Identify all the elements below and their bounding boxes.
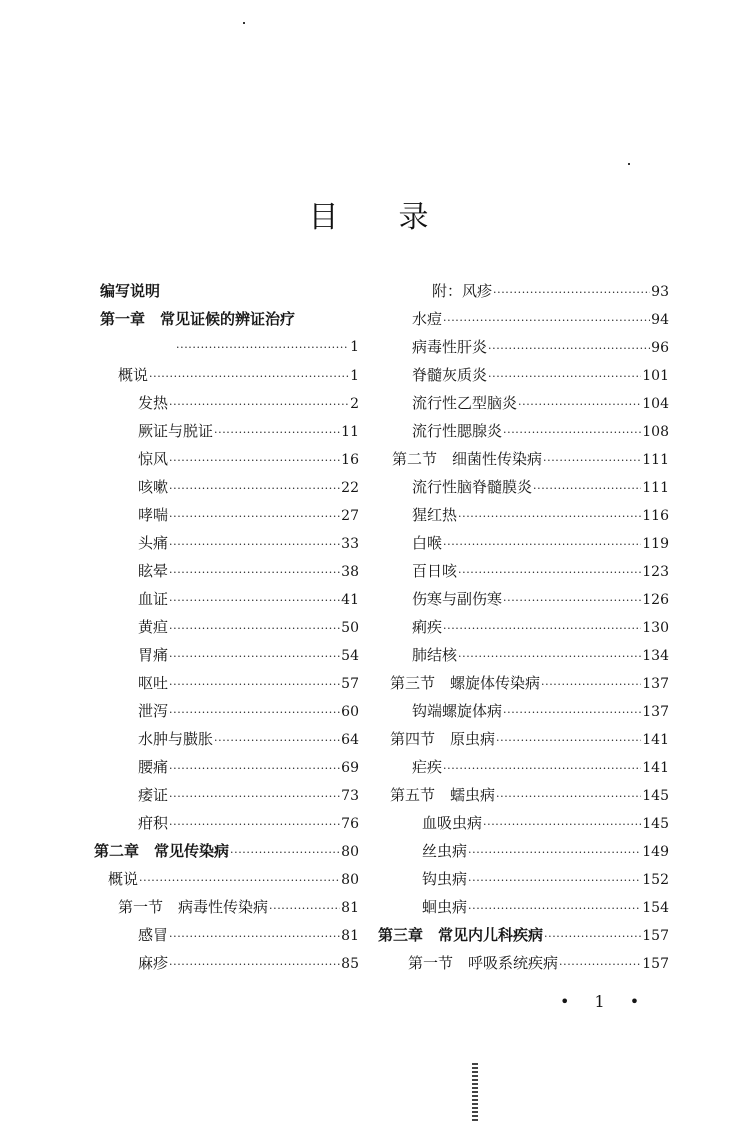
dot-leader — [169, 475, 340, 503]
toc-entry-label: 痢疾 — [412, 618, 443, 636]
toc-page-number: 157 — [642, 956, 669, 972]
toc-page-number: 145 — [642, 816, 669, 832]
dot-leader — [169, 447, 340, 475]
page-number-footer: • 1 • — [560, 992, 650, 1011]
dot-leader — [543, 447, 641, 475]
dot-leader — [468, 895, 641, 923]
toc-entry[interactable] — [100, 725, 359, 753]
toc-entry-label: 水肿与臌胀 — [138, 730, 214, 748]
dot-leader — [533, 475, 641, 503]
toc-entry-label: 腰痛 — [138, 758, 169, 776]
toc-entry[interactable] — [100, 529, 359, 557]
dot-leader — [443, 615, 641, 643]
dot-leader — [488, 363, 641, 391]
toc-page-number: 27 — [341, 508, 359, 524]
toc-entry-preface[interactable] — [100, 277, 359, 305]
dot-leader — [483, 811, 641, 839]
dot-leader — [169, 755, 340, 783]
dot-leader — [443, 755, 641, 783]
toc-entry-label: 钩端螺旋体病 — [412, 702, 503, 720]
toc-entry-label: 血吸虫病 — [422, 814, 483, 832]
dot-leader — [169, 587, 340, 615]
toc-page-number: 50 — [341, 620, 359, 636]
toc-entry-label: 概说 — [118, 366, 149, 384]
dot-leader — [169, 951, 340, 979]
toc-page-number: 11 — [341, 424, 359, 440]
dot-leader — [176, 334, 349, 362]
toc-entry-label: 第二章 常见传染病 — [94, 842, 230, 860]
toc-entry-appendix[interactable] — [390, 277, 669, 305]
toc-entry[interactable] — [100, 809, 359, 837]
toc-entry[interactable] — [100, 921, 359, 949]
scan-speck — [243, 22, 245, 24]
toc-entry-label: 头痛 — [138, 534, 169, 552]
toc-page-number: 85 — [341, 956, 359, 972]
toc-page-number: 64 — [341, 732, 359, 748]
toc-entry-label: 惊风 — [138, 450, 169, 468]
toc-entry-label: 脊髓灰质炎 — [412, 366, 488, 384]
toc-entry[interactable] — [100, 781, 359, 809]
toc-entry[interactable] — [100, 865, 359, 893]
toc-entry-label: 血证 — [138, 590, 169, 608]
toc-entry-label: 概说 — [108, 870, 139, 888]
dot-leader — [214, 727, 340, 755]
toc-entry[interactable] — [390, 529, 669, 557]
toc-page-number: 81 — [341, 900, 359, 916]
toc-right-column — [378, 277, 669, 977]
toc-page-number: 111 — [642, 480, 669, 496]
dot-leader — [169, 783, 340, 811]
toc-entry-label: 厥证与脱证 — [138, 422, 214, 440]
toc-entry-label: 第四节 原虫病 — [390, 730, 496, 748]
dot-leader — [468, 867, 641, 895]
toc-entry-chapter-1[interactable] — [100, 305, 359, 333]
toc-entry-label: 胃痛 — [138, 646, 169, 664]
toc-page-number: 69 — [341, 760, 359, 776]
dot-leader — [503, 587, 641, 615]
toc-entry-label: 流行性乙型脑炎 — [412, 394, 518, 412]
toc-entry-label: 咳嗽 — [138, 478, 169, 496]
toc-entry-label: 流行性腮腺炎 — [412, 422, 503, 440]
dot-leader — [488, 335, 650, 363]
toc-entry-label: 丝虫病 — [422, 842, 468, 860]
toc-entry-section[interactable] — [390, 949, 669, 977]
dot-leader — [458, 503, 641, 531]
toc-entry-label: 流行性脑脊髓膜炎 — [412, 478, 533, 496]
toc-entry-chapter-2[interactable] — [94, 837, 359, 865]
toc-page-number: 149 — [642, 844, 669, 860]
toc-page-number: 119 — [642, 536, 669, 552]
toc-entry[interactable] — [390, 837, 669, 865]
dot-leader — [169, 699, 340, 727]
toc-entry[interactable] — [100, 445, 359, 473]
toc-entry[interactable] — [100, 389, 359, 417]
toc-page-number: 93 — [651, 284, 669, 300]
dot-leader — [169, 391, 349, 419]
page-title — [0, 192, 737, 236]
dot-leader — [169, 615, 340, 643]
toc-page-number: 137 — [642, 676, 669, 692]
scan-artifact — [472, 1063, 478, 1121]
toc-entry-label: 第三节 螺旋体传染病 — [390, 674, 541, 692]
toc-entry-label: 第一节 病毒性传染病 — [118, 898, 269, 916]
toc-entry[interactable] — [390, 585, 669, 613]
toc-page-number: 101 — [642, 368, 669, 384]
toc-entry-label: 水痘 — [412, 310, 443, 328]
dot-leader — [214, 419, 340, 447]
toc-entry-label: 百日咳 — [412, 562, 458, 580]
toc-entry[interactable] — [390, 389, 669, 417]
toc-entry-label: 病毒性肝炎 — [412, 338, 488, 356]
toc-entry-label: 感冒 — [138, 926, 169, 944]
dot-leader — [496, 727, 641, 755]
dot-leader — [169, 559, 340, 587]
toc-entry-label: 第二节 细菌性传染病 — [392, 450, 543, 468]
toc-entry-label: 黄疸 — [138, 618, 169, 636]
toc-entry-section[interactable] — [390, 781, 669, 809]
toc-entry-section[interactable] — [390, 725, 669, 753]
toc-page-number: 96 — [651, 340, 669, 356]
toc-page-number: 81 — [341, 928, 359, 944]
dot-leader — [169, 811, 340, 839]
toc-page-number: 57 — [341, 676, 359, 692]
toc-entry-label: 麻疹 — [138, 954, 169, 972]
toc-entry-section[interactable] — [390, 445, 669, 473]
dot-leader — [468, 839, 641, 867]
toc-entry[interactable] — [100, 585, 359, 613]
toc-entry[interactable] — [390, 501, 669, 529]
toc-entry-label: 疳积 — [138, 814, 169, 832]
toc-entry[interactable] — [100, 473, 359, 501]
toc-page-number: 104 — [642, 396, 669, 412]
toc-entry[interactable] — [390, 361, 669, 389]
title-char-2: 录 — [398, 200, 429, 235]
dot-leader — [169, 643, 340, 671]
toc-entry-label: 蛔虫病 — [422, 898, 468, 916]
toc-page-number: 123 — [642, 564, 669, 580]
toc-entry[interactable] — [100, 669, 359, 697]
toc-page-number: 152 — [642, 872, 669, 888]
toc-entry-section[interactable] — [390, 669, 669, 697]
toc-page-number: 141 — [642, 760, 669, 776]
toc-page-number: 1 — [350, 339, 359, 355]
toc-entry[interactable] — [390, 865, 669, 893]
toc-entry[interactable] — [390, 753, 669, 781]
toc-entry-label: 哮喘 — [138, 506, 169, 524]
toc-entry[interactable] — [100, 557, 359, 585]
toc-entry[interactable] — [100, 753, 359, 781]
toc-page-number: 137 — [642, 704, 669, 720]
dot-leader — [139, 867, 340, 895]
toc-page-number: 130 — [642, 620, 669, 636]
toc-entry[interactable] — [100, 361, 359, 389]
toc-entry-label: 钩虫病 — [422, 870, 468, 888]
toc-entry[interactable] — [390, 557, 669, 585]
toc-page-number: 141 — [642, 732, 669, 748]
toc-page-number: 154 — [642, 900, 669, 916]
dot-leader — [169, 503, 340, 531]
dot-leader — [269, 895, 340, 923]
dot-leader — [443, 307, 650, 335]
toc-page-number: 33 — [341, 536, 359, 552]
dot-leader — [230, 839, 340, 867]
toc-page-number: 54 — [341, 648, 359, 664]
scan-speck — [628, 163, 630, 165]
toc-page-number: 22 — [341, 480, 359, 496]
toc-page-number: 73 — [341, 788, 359, 804]
toc-page-number: 41 — [341, 592, 359, 608]
toc-entry[interactable] — [100, 613, 359, 641]
dot-leader — [518, 391, 641, 419]
toc-entry-label: 第三章 常见内儿科疾病 — [378, 926, 544, 944]
dot-leader — [493, 279, 650, 307]
toc-entry-label: 伤寒与副伤寒 — [412, 590, 503, 608]
toc-entry[interactable] — [390, 613, 669, 641]
toc-entry-label: 猩红热 — [412, 506, 458, 524]
toc-page-number: 80 — [341, 844, 359, 860]
title-char-1: 目 — [308, 200, 339, 235]
toc-page-number: 1 — [350, 368, 359, 384]
dot-leader — [149, 363, 349, 391]
toc-entry-label: 第五节 蠕虫病 — [390, 786, 496, 804]
toc-entry[interactable] — [390, 473, 669, 501]
toc-entry[interactable] — [390, 333, 669, 361]
toc-left-column — [94, 277, 359, 977]
toc-page-number: 157 — [642, 928, 669, 944]
toc-entry[interactable] — [100, 501, 359, 529]
toc-page-number: 76 — [341, 816, 359, 832]
toc-entry-section[interactable] — [100, 893, 359, 921]
toc-entry-label: 附：风疹 — [432, 282, 493, 300]
toc-page-number: 80 — [341, 872, 359, 888]
dot-leader — [544, 923, 641, 951]
toc-page-number: 116 — [642, 508, 669, 524]
toc-page-number: 94 — [651, 312, 669, 328]
dot-leader — [503, 699, 641, 727]
dot-leader — [496, 783, 641, 811]
dot-leader — [169, 531, 340, 559]
toc-page-number: 60 — [341, 704, 359, 720]
toc-entry[interactable] — [390, 305, 669, 333]
toc-entry-label: 泄泻 — [138, 702, 169, 720]
toc-entry-label: 呕吐 — [138, 674, 169, 692]
toc-entry[interactable] — [100, 697, 359, 725]
dot-leader — [169, 923, 340, 951]
toc-entry[interactable] — [390, 417, 669, 445]
toc-entry[interactable] — [100, 641, 359, 669]
toc-page-number: 111 — [642, 452, 669, 468]
dot-leader — [559, 951, 641, 979]
dot-leader — [443, 531, 641, 559]
toc-entry-label: 编写说明 — [100, 282, 161, 300]
toc-entry-chapter-1-page[interactable] — [100, 333, 359, 361]
toc-page-number: 38 — [341, 564, 359, 580]
toc-entry-label: 肺结核 — [412, 646, 458, 664]
dot-leader — [458, 559, 641, 587]
toc-page-number: 126 — [642, 592, 669, 608]
dot-leader — [169, 671, 340, 699]
toc-entry[interactable] — [100, 417, 359, 445]
toc-entry-label: 白喉 — [412, 534, 443, 552]
toc-entry-chapter-3[interactable] — [378, 921, 669, 949]
dot-leader — [458, 643, 641, 671]
toc-page-number: 145 — [642, 788, 669, 804]
toc-entry-label: 发热 — [138, 394, 169, 412]
toc-entry-label: 第一章 常见证候的辨证治疗 — [100, 310, 296, 328]
toc-entry[interactable] — [390, 893, 669, 921]
dot-leader — [503, 419, 641, 447]
toc-entry-label: 疟疾 — [412, 758, 443, 776]
toc-page-number: 2 — [350, 396, 359, 412]
toc-entry-label: 眩晕 — [138, 562, 169, 580]
toc-page-number: 16 — [341, 452, 359, 468]
toc-entry-label: 痿证 — [138, 786, 169, 804]
toc-entry-label: 第一节 呼吸系统疾病 — [408, 954, 559, 972]
toc-entry[interactable] — [100, 949, 359, 977]
toc-entry[interactable] — [390, 641, 669, 669]
toc-entry[interactable] — [390, 697, 669, 725]
toc-page-number: 134 — [642, 648, 669, 664]
toc-page-number: 108 — [642, 424, 669, 440]
toc-entry[interactable] — [390, 809, 669, 837]
dot-leader — [541, 671, 641, 699]
